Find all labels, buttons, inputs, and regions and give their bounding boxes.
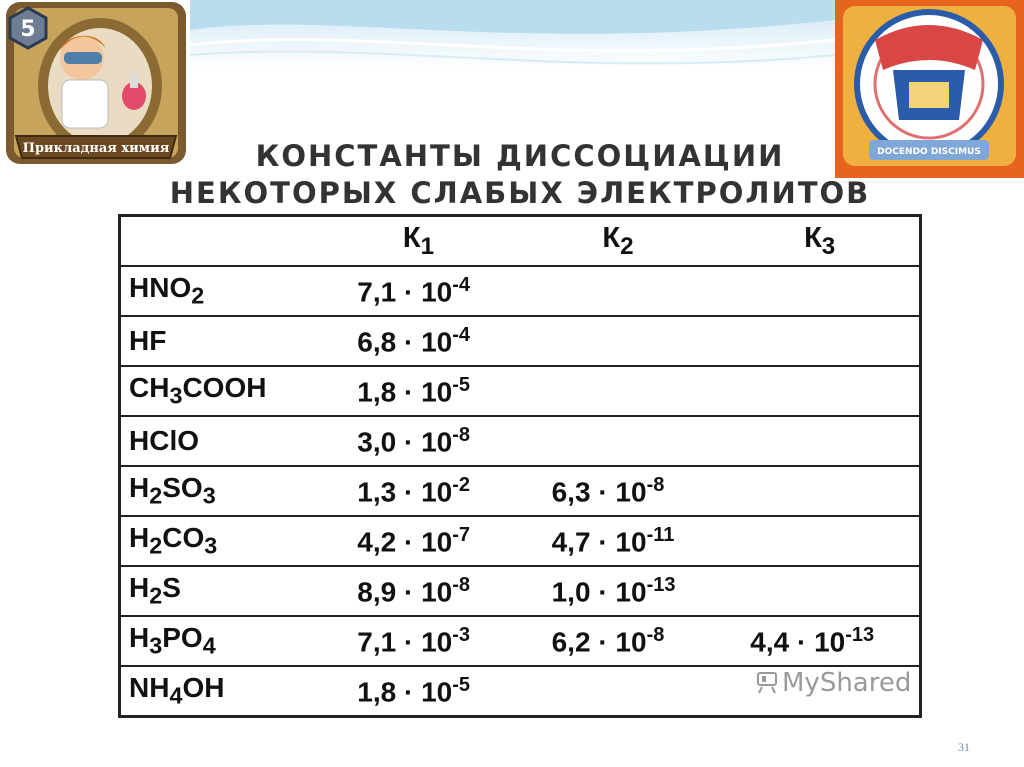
k2-cell [516, 666, 721, 717]
watermark [756, 666, 928, 700]
table-row [120, 566, 921, 616]
k1-cell: $8,9 \cdot 10^{-8}$ [321, 566, 515, 616]
title-line-2: НЕКОТОРЫХ СЛАБЫХ ЭЛЕКТРОЛИТОВ [169, 176, 871, 210]
k1-cell: $4,2 \cdot 10^{-7}$ [321, 516, 515, 566]
table-row [120, 266, 921, 316]
formula-cell: HF [120, 316, 322, 366]
formula-cell: $H_2S$ [120, 566, 322, 616]
k1-cell: $7,1 \cdot 10^{-3}$ [321, 616, 515, 666]
projector-icon [756, 671, 778, 695]
k3-cell: $4,4 \cdot 10^{-13}$ [720, 616, 920, 666]
k1-cell: $1,3 \cdot 10^{-2}$ [321, 466, 515, 516]
formula-cell: $CH_3COOH$ [120, 366, 322, 416]
table-header-row [120, 216, 921, 267]
dissociation-constants-table [118, 214, 922, 718]
k3-cell [720, 266, 920, 316]
header-k1: $К_1$ [321, 216, 515, 267]
header-empty [120, 216, 322, 267]
table-row [120, 516, 921, 566]
k2-cell: $4,7 \cdot 10^{-11}$ [516, 516, 721, 566]
formula-cell: $NH_4OH$ [120, 666, 322, 717]
k1-cell: $7,1 \cdot 10^{-4}$ [321, 266, 515, 316]
k2-cell [516, 416, 721, 466]
title-line-1: КОНСТАНТЫ ДИССОЦИАЦИИ [255, 139, 785, 173]
table-row [120, 366, 921, 416]
k3-cell [720, 566, 920, 616]
k1-cell: $1,8 \cdot 10^{-5}$ [321, 666, 515, 717]
k2-cell: $1,0 \cdot 10^{-13}$ [516, 566, 721, 616]
formula-cell: HClO [120, 416, 322, 466]
formula-cell: $H_2CO_3$ [120, 516, 322, 566]
table-row [120, 316, 921, 366]
k1-cell: $6,8 \cdot 10^{-4}$ [321, 316, 515, 366]
formula-cell: $H_2SO_3$ [120, 466, 322, 516]
header-k2: $К_2$ [516, 216, 721, 267]
header-decor-band [190, 0, 835, 70]
k3-cell [720, 416, 920, 466]
k2-cell [516, 266, 721, 316]
k2-cell [516, 366, 721, 416]
table-row [120, 416, 921, 466]
k3-cell [720, 516, 920, 566]
k2-cell: $6,3 \cdot 10^{-8}$ [516, 466, 721, 516]
table-row [120, 616, 921, 666]
slide-title [150, 138, 890, 212]
k2-cell: $6,2 \cdot 10^{-8}$ [516, 616, 721, 666]
table-row [120, 466, 921, 516]
k1-cell: $1,8 \cdot 10^{-5}$ [321, 366, 515, 416]
header-k3: $К_3$ [720, 216, 920, 267]
k3-cell [720, 316, 920, 366]
formula-cell: $H_3PO_4$ [120, 616, 322, 666]
k3-cell [720, 466, 920, 516]
page-number: 31 [958, 740, 970, 754]
formula-cell: $HNO_2$ [120, 266, 322, 316]
badge-label: Прикладная химия [22, 141, 170, 156]
k3-cell [720, 366, 920, 416]
badge-number: 5 [20, 17, 36, 42]
watermark-text: MyShared [782, 668, 912, 698]
emblem-motto: DOCENDO DISCIMUS [877, 147, 981, 157]
k2-cell [516, 316, 721, 366]
k1-cell: $3,0 \cdot 10^{-8}$ [321, 416, 515, 466]
